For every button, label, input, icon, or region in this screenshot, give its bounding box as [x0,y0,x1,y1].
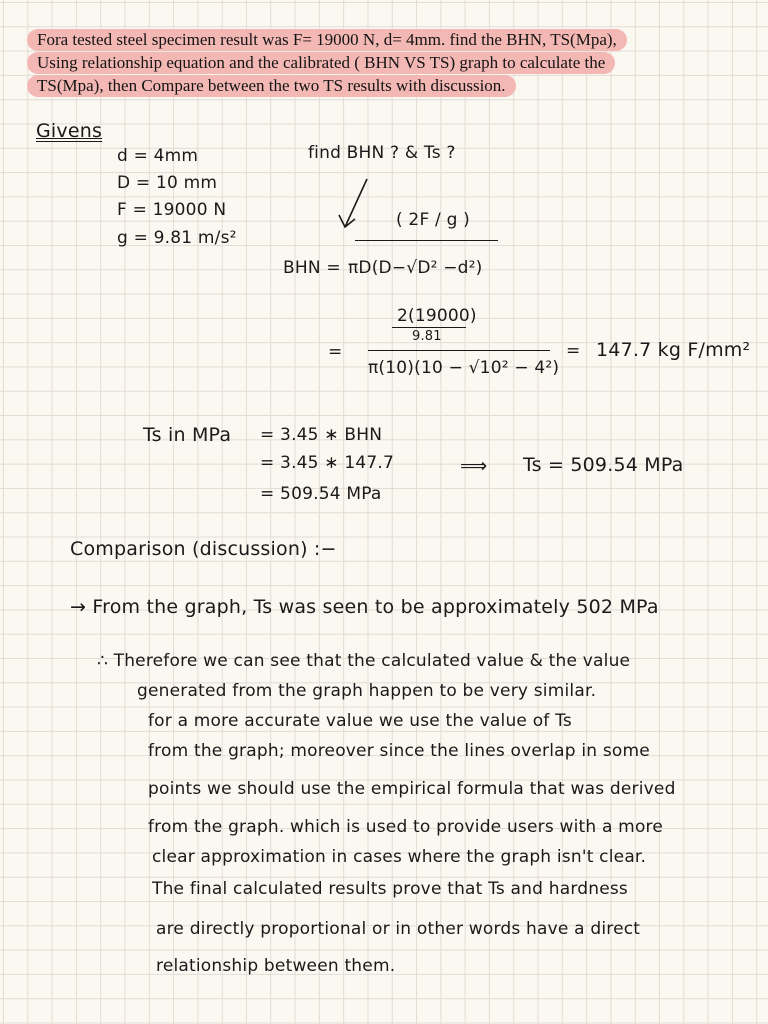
ts-line-2: = 3.45 ∗ 147.7 [260,453,395,473]
find-text: find BHN ? & Ts ? [308,143,456,163]
discussion-line: from the graph; moreover since the lines overlap in some [148,741,650,761]
given-F: F = 19000 N [117,200,227,220]
bhn-formula-fraction-bar [355,240,498,241]
discussion-line: points we should use the empirical formula that was derived [148,779,676,799]
discussion-line: relationship between them. [156,956,396,976]
bhn-formula-denominator: πD(D−√D² −d²) [348,258,483,278]
ts-line-1: = 3.45 ∗ BHN [260,425,383,445]
discussion-line: clear approximation in cases where the graph isn't clear. [152,847,647,867]
discussion-heading: Comparison (discussion) :− [70,538,337,560]
problem-line-3: TS(Mpa), then Compare between the two TS results with discussion. [27,75,516,97]
ts-label: Ts in MPa [143,424,232,446]
given-g: g = 9.81 m/s² [117,228,237,248]
bhn-sub-numerator-bottom: 9.81 [412,329,442,344]
given-D: D = 10 mm [117,173,218,193]
problem-line-2: Using relationship equation and the calibrated ( BHN VS TS) graph to calculate the [27,52,615,74]
down-arrow-icon [335,175,375,235]
bhn-sub-numerator-top: 2(19000) [397,306,477,326]
bhn-result: 147.7 kg F/mm² [596,339,751,361]
discussion-line: for a more accurate value we use the value of Ts [148,711,572,731]
bhn-sub-denominator: π(10)(10 − √10² − 4²) [368,358,560,378]
given-d: d = 4mm [117,146,199,166]
bhn-sub-equals: = [328,342,343,362]
givens-heading: Givens [36,120,103,142]
bhn-label: BHN = [283,258,341,278]
discussion-graph-line: → From the graph, Ts was seen to be approximately 502 MPa [70,596,659,618]
bhn-formula-numerator: ( 2F / g ) [396,210,470,230]
problem-line-1: Fora tested steel specimen result was F= 19000 N, d= 4mm. find the BHN, TS(Mpa), [27,29,627,51]
discussion-line: ∴ Therefore we can see that the calculated value & the value [97,651,631,671]
bhn-sub-fraction-bar [368,350,550,351]
discussion-line: from the graph. which is used to provide users with a more [148,817,664,837]
discussion-line: are directly proportional or in other words have a direct [156,919,641,939]
ts-line-3: = 509.54 MPa [260,484,382,504]
discussion-line: generated from the graph happen to be very similar. [137,681,597,701]
ts-arrow-icon: ⟹ [460,455,488,477]
ts-result: Ts = 509.54 MPa [523,454,684,476]
bhn-sub-inner-bar [392,327,466,328]
bhn-result-equals: = [566,341,581,361]
discussion-line: The final calculated results prove that Ts and hardness [152,879,628,899]
